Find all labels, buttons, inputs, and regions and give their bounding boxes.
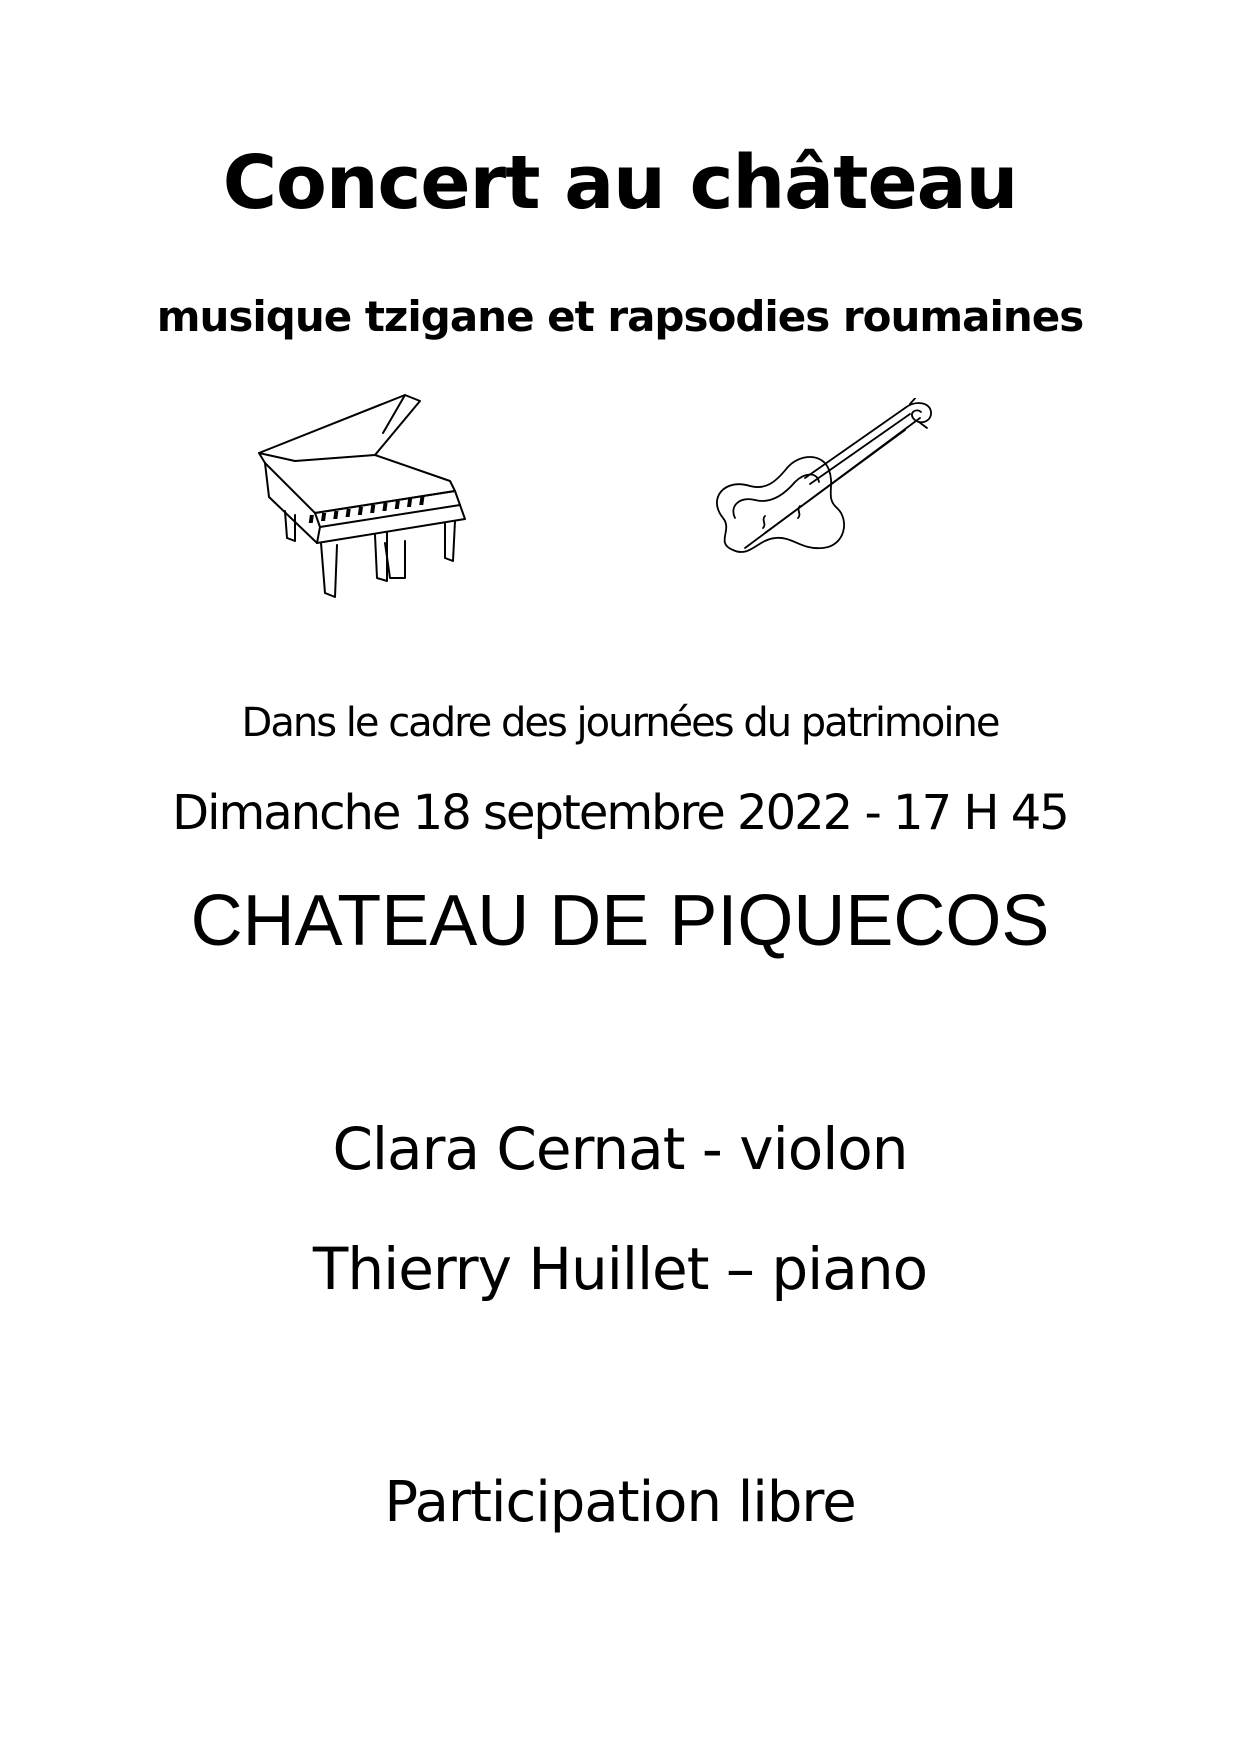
performer-piano: Thierry Huillet – piano bbox=[312, 1235, 928, 1303]
admission-note: Participation libre bbox=[384, 1470, 856, 1535]
event-date: Dimanche 18 septembre 2022 - 17 H 45 bbox=[172, 785, 1068, 841]
poster-subtitle: musique tzigane et rapsodies roumaines bbox=[156, 292, 1084, 341]
event-venue: CHATEAU DE PIQUECOS bbox=[190, 881, 1050, 961]
violin-icon bbox=[705, 398, 950, 583]
event-context: Dans le cadre des journées du patrimoine bbox=[241, 700, 999, 746]
grand-piano-icon bbox=[255, 393, 485, 603]
poster-title: Concert au château bbox=[222, 140, 1018, 226]
performer-violin: Clara Cernat - violon bbox=[332, 1115, 908, 1183]
